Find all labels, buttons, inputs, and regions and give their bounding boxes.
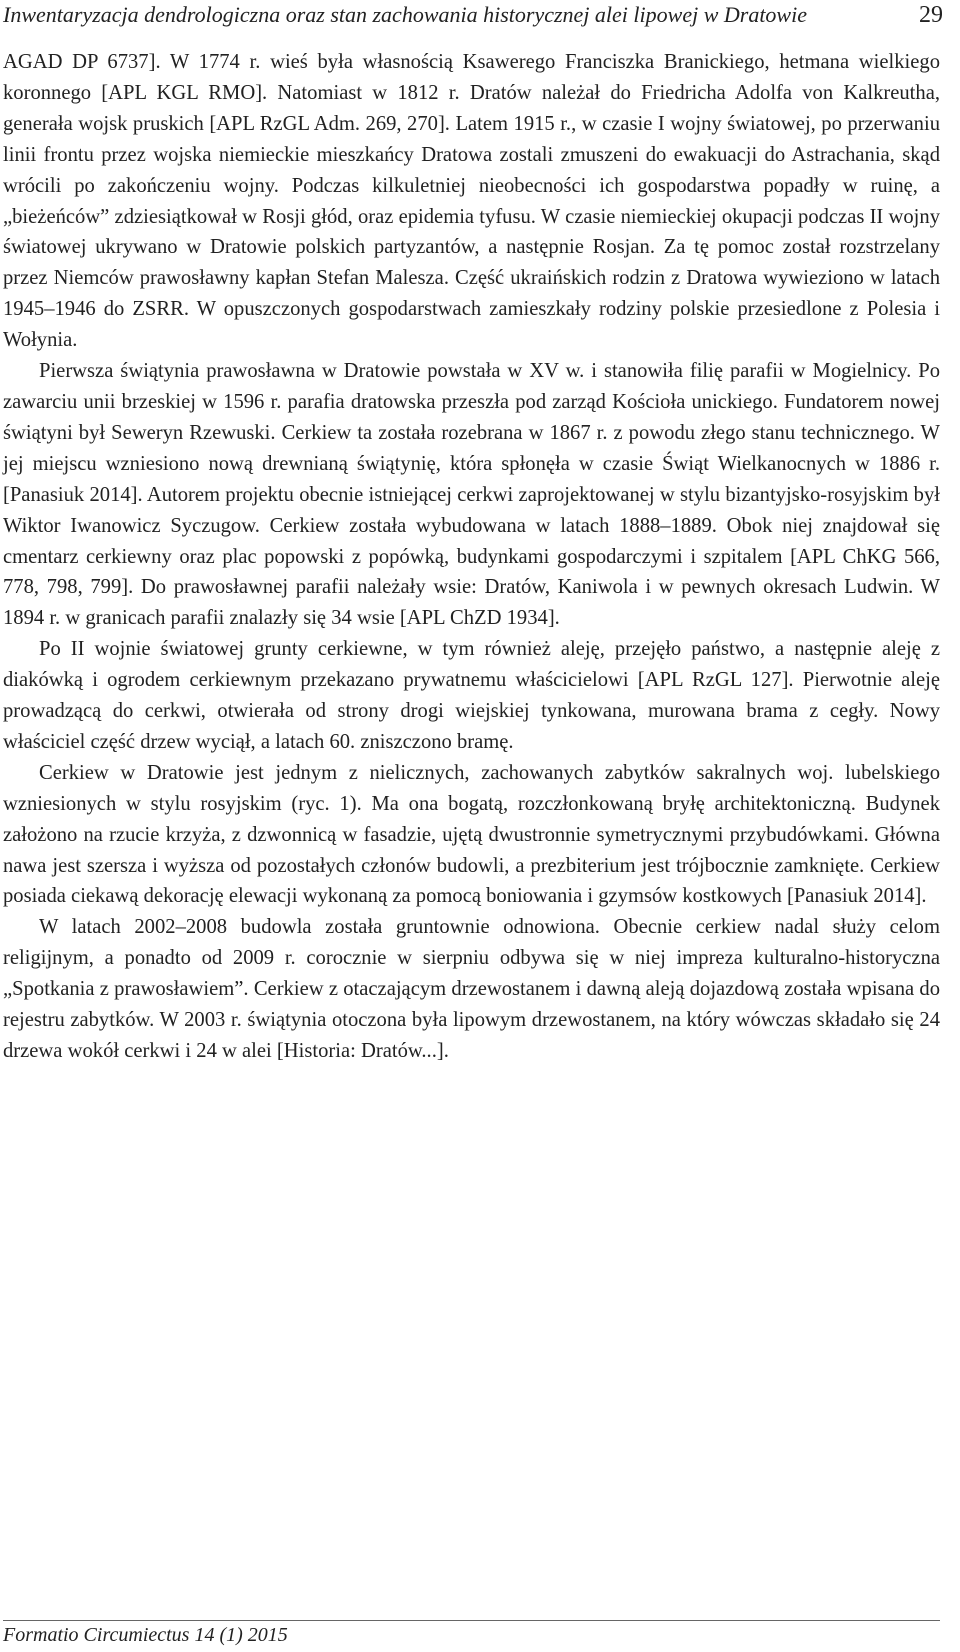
body-text bbox=[3, 47, 940, 1067]
page-number: 29 bbox=[919, 2, 943, 28]
paragraph: W latach 2002–2008 budowla została gruntownie odnowiona. Obecnie cerkiew nadal służy celom religijnym, a ponadto od 2009 r. corocznie w sierpniu odbywa się w niej impreza kulturalno-historyczna „Spotkania z prawosławiem”. Cerkiew z otaczającym drzewostanem i dawną aleją dojazdową została wpisana do rejestru zabytków. W 2003 r. świątynia otoczona była lipowym drzewostanem, na który wówczas składało się 24 drzewa wokół cerkwi i 24 w alei [Historia: Dratów...]. bbox=[3, 916, 940, 1062]
paragraph-continuation: AGAD DP 6737]. W 1774 r. wieś była własnością Ksawerego Franciszka Branickiego, hetmana wielkiego koronnego [APL KGL RMO]. Natomiast w 1812 r. Dratów należał do Friedricha Adolfa von Kalkreutha, generała wojsk pruskich [APL RzGL Adm. 269, 270]. Latem 1915 r., w czasie I wojny światowej, po przerwaniu linii frontu przez wojska niemieckie mieszkańcy Dratowa zostali zmuszeni do ewakuacji do Astrachania, skąd wrócili po zakończeniu wojny. Podczas kilkuletniej nieobecności ich gospodarstwa popadły w ruinę, a „bieżeńców” zdziesiątkował w Rosji głód, oraz epidemia tyfusu. W czasie niemieckiej okupacji podczas II wojny światowej ukrywano w Dratowie polskich partyzantów, a następnie Rosjan. Za tę pomoc został rozstrzelany przez Niemców prawosławny kapłan Stefan Malesza. Część ukraińskich rodzin z Dratowa wywieziono w latach 1945–1946 do ZSRR. W opuszczonych gospodarstwach zamieszkały rodziny polskie przesiedlone z Polesia i Wołynia. bbox=[3, 51, 940, 352]
footer-divider bbox=[3, 1620, 940, 1621]
paragraph: Cerkiew w Dratowie jest jednym z nielicznych, zachowanych zabytków sakralnych woj. lubelskiego wzniesionych w stylu rosyjskim (ryc. 1). Ma ona bogatą, rozczłonkowaną bryłę architektoniczną. Budynek założono na rzucie krzyża, z dzwonnicą w fasadzie, ujętą dwustronnie symetrycznymi przybudówkami. Główna nawa jest szersza i wyższa od pozostałych członów budowli, a prezbiterium jest trójbocznie zamknięte. Cerkiew posiada ciekawą dekorację elewacji wykonaną za pomocą boniowania i gzymsów kostkowych [Panasiuk 2014]. bbox=[3, 761, 940, 908]
running-header-title: Inwentaryzacja dendrologiczna oraz stan zachowania historycznej alei lipowej w Dratowie bbox=[3, 2, 807, 27]
journal-footer: Formatio Circumiectus 14 (1) 2015 bbox=[3, 1624, 288, 1646]
paragraph: Po II wojnie światowej grunty cerkiewne, w tym również aleję, przejęło państwo, a następnie aleję z diakówką i ogrodem cerkiewnym przekazano prywatnemu właścicielowi [APL RzGL 127]. Pierwotnie aleję prowadzącą do cerkwi, otwierała od strony drogi wiejskiej tynkowana, murowana brama z cegły. Nowy właściciel część drzew wyciął, a latach 60. zniszczono bramę. bbox=[3, 638, 940, 753]
paragraph: Pierwsza świątynia prawosławna w Dratowie powstała w XV w. i stanowiła filię parafii w Mogielnicy. Po zawarciu unii brzeskiej w 1596 r. parafia dratowska przeszła pod zarząd Kościoła unickiego. Fundatorem nowej świątyni był Seweryn Rzewuski. Cerkiew ta została rozebrana w 1867 r. z powodu złego stanu technicznego. W jej miejscu wzniesiono nową drewnianą świątynię, która spłonęła w czasie Świąt Wielkanocnych w 1886 r. [Panasiuk 2014]. Autorem projektu obecnie istniejącej cerkwi zaprojektowanej w stylu bizantyjsko-rosyjskim był Wiktor Iwanowicz Syczugow. Cerkiew została wybudowana w latach 1888–1889. Obok niej znajdował się cmentarz cerkiewny oraz plac popowski z popówką, budynkami gospodarczymi i szpitalem [APL ChKG 566, 778, 798, 799]. Do prawosławnej parafii należały wsie: Dratów, Kaniwola i w pewnych okresach Ludwin. W 1894 r. w granicach parafii znalazły się 34 wsie [APL ChZD 1934]. bbox=[3, 360, 940, 630]
running-header bbox=[3, 0, 943, 40]
